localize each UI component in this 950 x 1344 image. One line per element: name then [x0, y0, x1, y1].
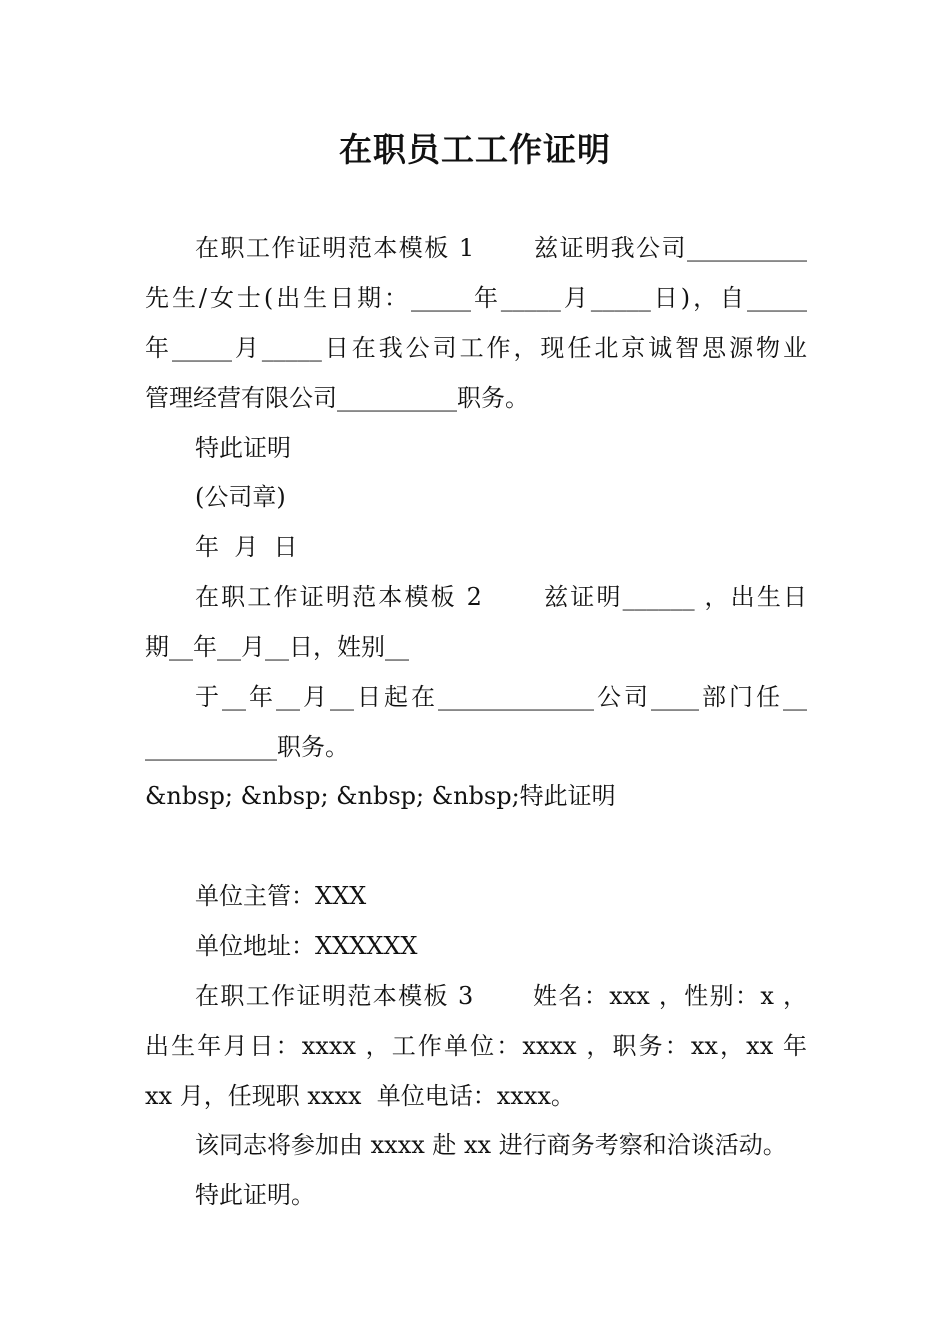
text-line: 先生/女士(出生日期：_____年_____月_____日)，自_____ [145, 284, 807, 312]
text-line: 特此证明 [195, 434, 291, 462]
text-line: 在职工作证明范本模板 1 兹证明我公司__________ [195, 234, 807, 262]
text-line: ___________职务。 [145, 733, 349, 761]
text-line: 年_____月_____日在我公司工作，现任北京诚智思源物业 [145, 334, 807, 362]
text-line: 该同志将参加由 xxxx 赴 xx 进行商务考察和洽谈活动。 [195, 1131, 787, 1159]
text-line: 出生年月日：xxxx ，工作单位：xxxx ，职务：xx，xx 年 [145, 1032, 807, 1060]
page-title: 在职员工工作证明 [339, 130, 611, 169]
text-line: 在职工作证明范本模板 2 兹证明______ ，出生日 [195, 583, 807, 611]
text-line: 期__年__月__日，姓别__ [145, 633, 409, 661]
text-line: xx 月，任现职 xxxx 单位电话：xxxx。 [145, 1082, 575, 1110]
text-line: 单位主管：XXX [195, 882, 367, 910]
text-line: (公司章) [195, 483, 286, 511]
text-line: 单位地址：XXXXXX [195, 932, 418, 960]
text-line: 管理经营有限公司__________职务。 [145, 384, 529, 412]
text-line: 在职工作证明范本模板 3 姓名：xxx ，性别：x ， [195, 982, 807, 1010]
text-line: 特此证明。 [195, 1181, 315, 1209]
text-line: 于__年__月__日起在_____________公司____部门任__ [195, 683, 807, 711]
text-line: 年 月 日 [195, 533, 298, 561]
text-line: &nbsp; &nbsp; &nbsp; &nbsp;特此证明 [145, 782, 616, 810]
